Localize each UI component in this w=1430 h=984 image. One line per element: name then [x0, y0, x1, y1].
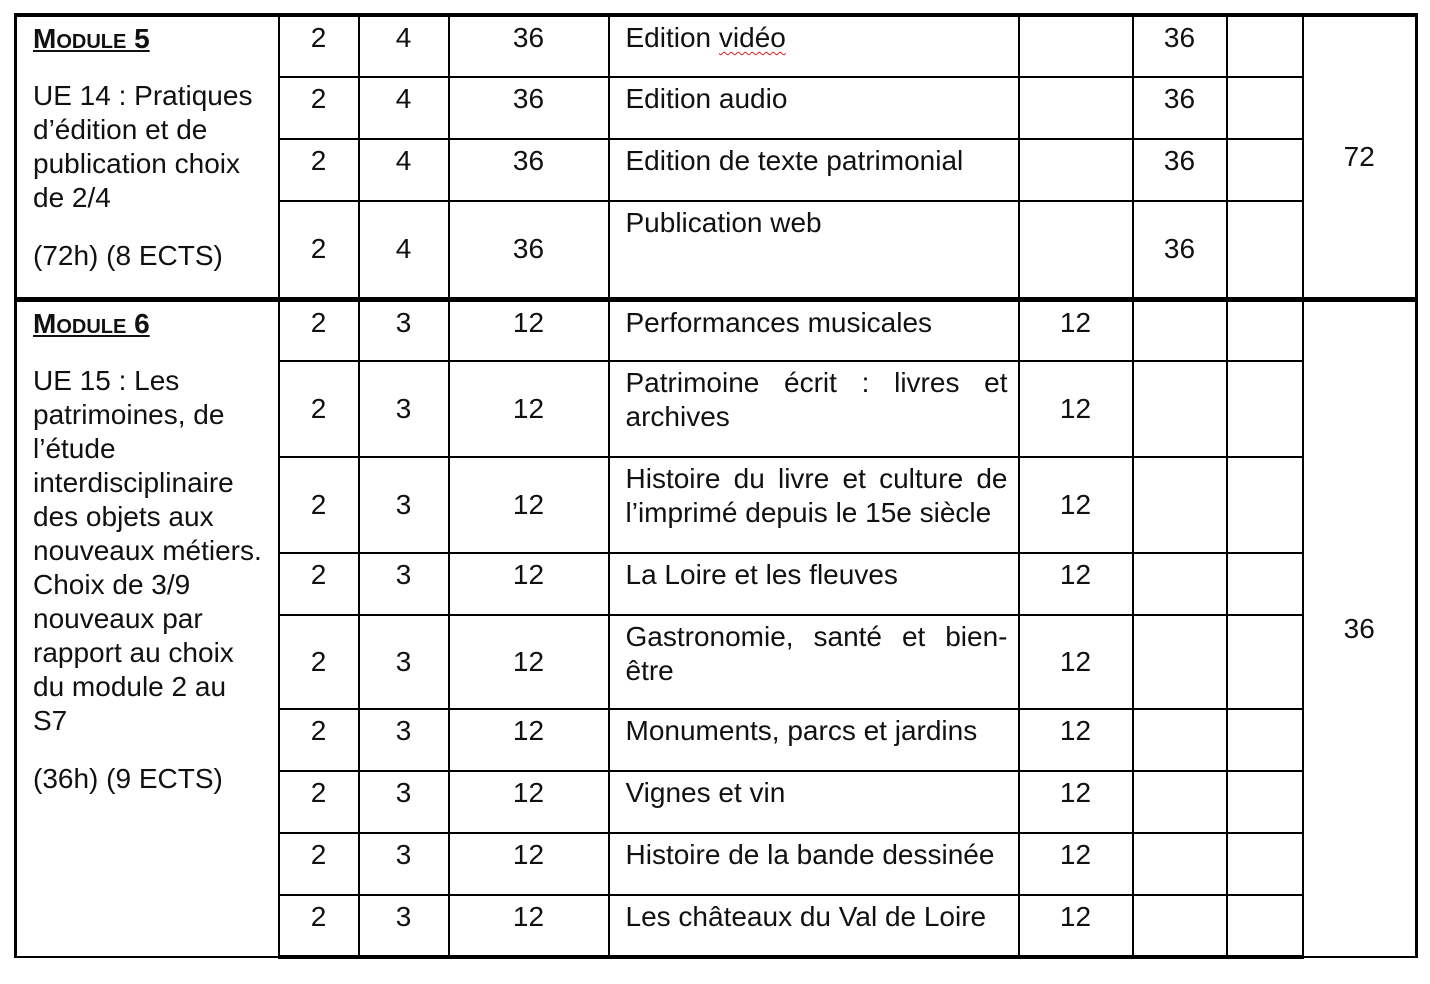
cell-c2: 3: [359, 553, 449, 615]
cell-c1: 2: [279, 361, 359, 457]
cell-c1: 2: [279, 299, 359, 361]
cell-c1: 2: [279, 615, 359, 709]
hours-ects: (36h) (9 ECTS): [33, 762, 223, 794]
cell-col-c: [1227, 15, 1303, 77]
cell-col-b: [1133, 361, 1227, 457]
hours-ects: (72h) (8 ECTS): [33, 240, 223, 271]
cell-c2: 4: [359, 201, 449, 299]
cell-col-b: 36: [1133, 201, 1227, 299]
cell-c2: 4: [359, 77, 449, 139]
cell-c2: 3: [359, 771, 449, 833]
cell-col-a: 12: [1019, 361, 1133, 457]
cell-c1: 2: [279, 201, 359, 299]
cell-c2: 3: [359, 833, 449, 895]
cell-c2: 4: [359, 15, 449, 77]
course-name: Edition audio: [609, 77, 1019, 139]
cell-col-c: [1227, 201, 1303, 299]
cell-col-b: [1133, 299, 1227, 361]
cell-col-c: [1227, 615, 1303, 709]
cell-c1: 2: [279, 457, 359, 553]
ue-description: UE 15 : Les patrimoines, de l’étude interdisciplinaire des objets aux nouveaux métiers. Choix de 3/9 nouveaux par rapport au choix du module 2 au S7: [33, 364, 262, 736]
cell-col-b: 36: [1133, 139, 1227, 201]
cell-col-a: [1019, 77, 1133, 139]
cell-c2: 3: [359, 615, 449, 709]
cell-c1: 2: [279, 895, 359, 957]
course-name: Edition vidéo: [609, 15, 1019, 77]
cell-c1: 2: [279, 77, 359, 139]
module-total: 72: [1303, 15, 1417, 299]
cell-col-c: [1227, 77, 1303, 139]
table-row: [16, 299, 1417, 361]
cell-c1: 2: [279, 833, 359, 895]
cell-c3: 12: [449, 553, 609, 615]
course-name: Edition de texte patrimonial: [609, 139, 1019, 201]
cell-col-c: [1227, 299, 1303, 361]
cell-col-c: [1227, 709, 1303, 771]
cell-c1: 2: [279, 15, 359, 77]
cell-c3: 12: [449, 615, 609, 709]
course-name: Histoire du livre et culture de l’imprimé depuis le 15e siècle: [609, 457, 1019, 553]
cell-c2: 4: [359, 139, 449, 201]
ue-description: UE 14 : Pratiques d’édition et de publication choix de 2/4: [33, 80, 253, 213]
cell-col-a: 12: [1019, 833, 1133, 895]
cell-col-c: [1227, 139, 1303, 201]
cell-col-a: 12: [1019, 299, 1133, 361]
cell-c3: 12: [449, 771, 609, 833]
cell-col-b: [1133, 709, 1227, 771]
module-title: Module 6: [33, 307, 150, 339]
cell-col-c: [1227, 833, 1303, 895]
cell-c3: 36: [449, 201, 609, 299]
cell-col-a: [1019, 15, 1133, 77]
spellcheck-flagged-word: vidéo: [718, 22, 786, 53]
cell-c3: 12: [449, 709, 609, 771]
cell-col-b: [1133, 615, 1227, 709]
cell-c3: 12: [449, 833, 609, 895]
cell-c1: 2: [279, 553, 359, 615]
cell-col-b: [1133, 895, 1227, 957]
module-5-cell: [16, 15, 279, 299]
course-name: Gastronomie, santé et bien-être: [609, 615, 1019, 709]
course-name: Performances musicales: [609, 299, 1019, 361]
course-name: Publication web: [609, 201, 1019, 299]
cell-col-b: 36: [1133, 15, 1227, 77]
cell-c3: 12: [449, 361, 609, 457]
cell-col-a: 12: [1019, 895, 1133, 957]
course-name: Les châteaux du Val de Loire: [609, 895, 1019, 957]
cell-col-a: 12: [1019, 771, 1133, 833]
cell-c2: 3: [359, 457, 449, 553]
cell-c1: 2: [279, 709, 359, 771]
cell-col-a: 12: [1019, 553, 1133, 615]
module-title: Module 5: [33, 23, 150, 54]
cell-col-c: [1227, 553, 1303, 615]
cell-col-a: 12: [1019, 615, 1133, 709]
cell-c2: 3: [359, 361, 449, 457]
cell-col-b: [1133, 553, 1227, 615]
cell-c3: 36: [449, 139, 609, 201]
course-name: Histoire de la bande dessinée: [609, 833, 1019, 895]
cell-col-b: [1133, 833, 1227, 895]
cell-c1: 2: [279, 139, 359, 201]
cell-c3: 12: [449, 299, 609, 361]
cell-c2: 3: [359, 299, 449, 361]
cell-col-b: [1133, 457, 1227, 553]
module-6-cell: [16, 299, 279, 957]
cell-c1: 2: [279, 771, 359, 833]
cell-c3: 12: [449, 895, 609, 957]
cell-c3: 12: [449, 457, 609, 553]
cell-col-b: [1133, 771, 1227, 833]
course-name: Patrimoine écrit : livres et archives: [609, 361, 1019, 457]
cell-col-a: [1019, 201, 1133, 299]
cell-col-c: [1227, 771, 1303, 833]
cell-col-a: 12: [1019, 709, 1133, 771]
cell-col-c: [1227, 457, 1303, 553]
cell-col-a: [1019, 139, 1133, 201]
table-row: [16, 15, 1417, 77]
cell-c3: 36: [449, 15, 609, 77]
cell-c3: 36: [449, 77, 609, 139]
cell-col-c: [1227, 895, 1303, 957]
course-name: Monuments, parcs et jardins: [609, 709, 1019, 771]
cell-col-c: [1227, 361, 1303, 457]
cell-col-b: 36: [1133, 77, 1227, 139]
cell-c2: 3: [359, 709, 449, 771]
cell-col-a: 12: [1019, 457, 1133, 553]
course-name: La Loire et les fleuves: [609, 553, 1019, 615]
module-total: 36: [1303, 299, 1417, 957]
course-table: [14, 13, 1418, 959]
cell-c2: 3: [359, 895, 449, 957]
course-name: Vignes et vin: [609, 771, 1019, 833]
